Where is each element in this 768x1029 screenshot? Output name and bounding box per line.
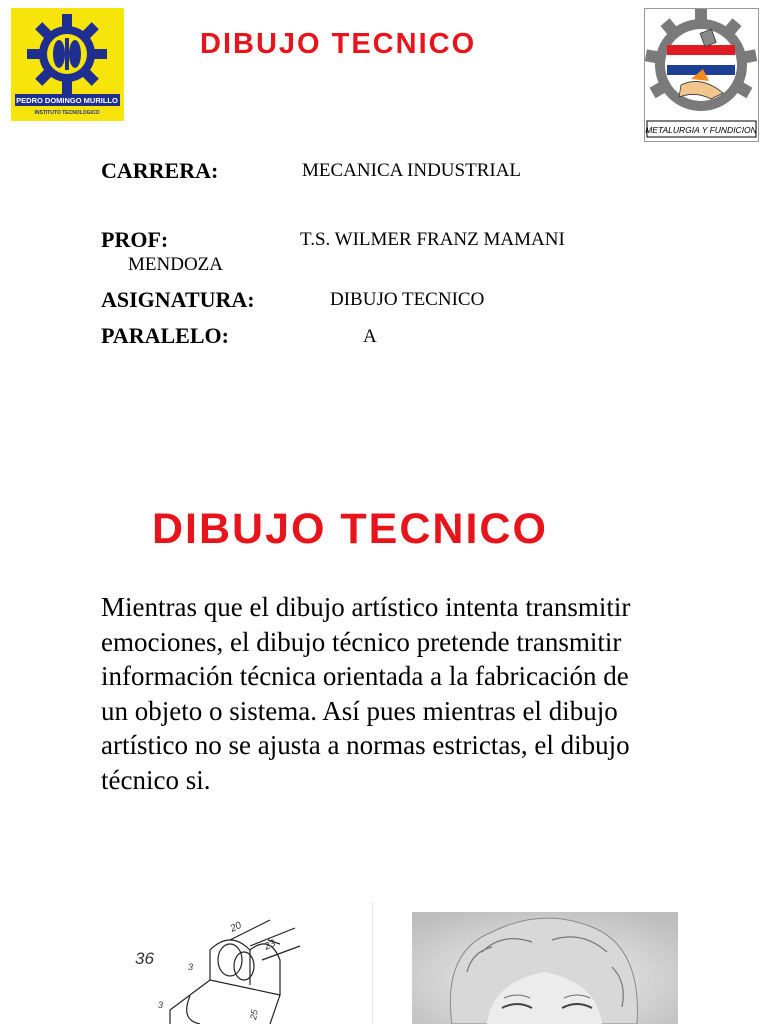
portrait-illustration <box>412 912 678 1024</box>
dim-label: 23 <box>262 938 278 953</box>
paralelo-value: A <box>363 326 377 347</box>
gear-icon <box>11 8 124 121</box>
logo-text: PEDRO DOMINGO MURILLO <box>16 96 118 105</box>
asignatura-label: ASIGNATURA: <box>101 287 255 312</box>
carrera-value: MECANICA INDUSTRIAL <box>302 160 522 181</box>
prof-value: T.S. WILMER FRANZ MAMANI <box>300 229 565 250</box>
dim-label: 3 <box>158 1000 164 1010</box>
carrera-label: CARRERA: <box>101 158 219 183</box>
header-title: DIBUJO TECNICO <box>200 28 477 60</box>
dim-label: 25 <box>248 1008 260 1021</box>
technical-drawing-illustration <box>120 900 360 1024</box>
logo-subtext: INSTITUTO TECNOLOGICO <box>34 110 100 116</box>
institute-logo <box>11 8 124 121</box>
prof-value-continued: MENDOZA <box>128 254 223 275</box>
dim-label: 20 <box>228 920 244 935</box>
paralelo-label: PARALELO: <box>101 323 229 348</box>
logo-caption: METALURGIA Y FUNDICION <box>645 125 757 135</box>
section-paragraph: Mientras que el dibujo artístico intenta transmitir emociones, el dibujo técnico pretende transmitir información técnica orientada a la fabricación de un objeto o sistema. Así pues mientras el dibujo artístico no se ajusta a normas estrictas, el dibujo técnico si. <box>101 592 631 795</box>
dim-label: 3 <box>188 962 194 972</box>
metallurgy-logo <box>644 8 759 142</box>
divider <box>372 902 373 1024</box>
gear-icon <box>645 9 758 141</box>
pencil-portrait-sketch <box>412 912 678 1024</box>
section-title: DIBUJO TECNICO <box>152 505 548 553</box>
prof-label: PROF: <box>101 227 169 252</box>
isometric-part-drawing <box>120 900 360 1024</box>
dim-label: 36 <box>135 949 154 968</box>
asignatura-value: DIBUJO TECNICO <box>330 289 485 310</box>
